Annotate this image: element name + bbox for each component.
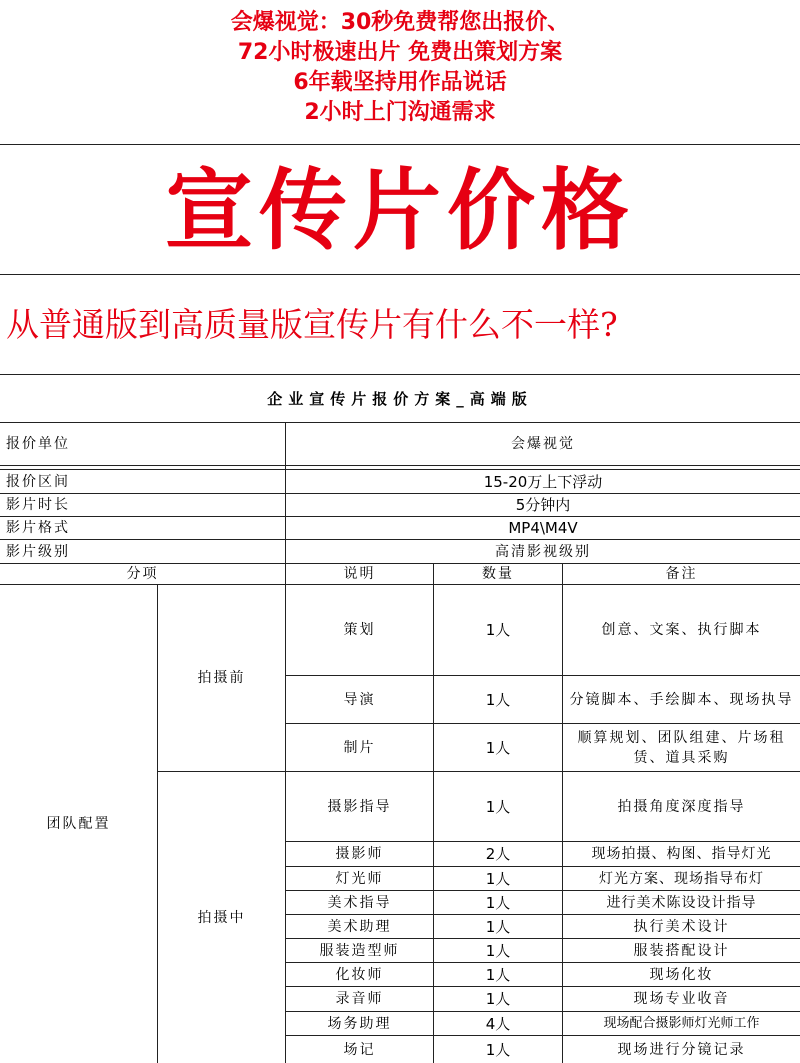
headline: 宣传片价格 <box>0 145 800 275</box>
role-cell: 制片 <box>343 739 376 756</box>
header-category: 分项 <box>126 566 159 582</box>
qty-cell: 1人 <box>485 621 511 639</box>
qty-cell: 1人 <box>485 869 511 888</box>
note-cell: 现场拍摄、构图、指导灯光 <box>591 846 772 862</box>
quote-table <box>0 423 800 1063</box>
promo-line: 6年载坚持用作品说话 <box>293 70 507 95</box>
info-label: 报价区间 <box>6 473 70 490</box>
qty-cell: 1人 <box>485 1040 511 1059</box>
phase-pre-shoot: 拍摄前 <box>197 670 246 686</box>
qty-cell: 2人 <box>485 845 511 863</box>
group-team-config <box>0 585 157 1063</box>
group-label: 团队配置 <box>46 816 111 832</box>
phase-shooting: 拍摄中 <box>197 909 246 926</box>
role-cell: 摄影师 <box>335 846 384 862</box>
role-cell: 化妆师 <box>335 966 384 983</box>
note-cell: 执行美术设计 <box>633 918 730 935</box>
role-cell: 美术助理 <box>327 918 392 935</box>
role-cell: 场务助理 <box>327 1015 392 1032</box>
qty-cell: 1人 <box>485 893 511 912</box>
table-title: 企业宣传片报价方案_高端版 <box>0 375 800 423</box>
info-value: MP4\M4V <box>508 519 578 537</box>
role-cell: 摄影指导 <box>327 798 392 815</box>
header-notes: 备注 <box>665 566 698 582</box>
info-value: 会爆视觉 <box>511 436 575 452</box>
promo-line: 会爆视觉：30秒免费帮您出报价、 <box>230 10 570 35</box>
role-cell: 服装造型师 <box>319 942 400 959</box>
note-cell: 现场专业收音 <box>633 991 730 1007</box>
qty-cell: 1人 <box>485 941 511 960</box>
qty-cell: 1人 <box>485 738 511 757</box>
note-cell: 现场化妆 <box>649 966 714 983</box>
info-label: 影片级别 <box>6 543 70 560</box>
info-value: 15-20万上下浮动 <box>483 472 603 491</box>
info-value: 5分钟内 <box>515 496 571 514</box>
note-cell: 灯光方案、现场指导布灯 <box>599 870 764 887</box>
note-cell: 服装搭配设计 <box>633 942 730 959</box>
promo-banner <box>0 0 800 145</box>
role-cell: 灯光师 <box>335 870 384 887</box>
role-cell: 导演 <box>343 691 376 708</box>
note-cell: 分镜脚本、手绘脚本、现场执导 <box>569 691 794 708</box>
qty-cell: 1人 <box>485 690 511 709</box>
note-cell: 进行美术陈设设计指导 <box>606 894 757 911</box>
note-cell: 拍摄角度深度指导 <box>617 798 746 815</box>
info-label: 影片格式 <box>6 520 70 536</box>
role-cell: 场记 <box>343 1041 376 1058</box>
qty-cell: 1人 <box>485 990 511 1008</box>
qty-cell: 1人 <box>485 797 511 816</box>
info-label: 报价单位 <box>6 436 70 452</box>
promo-line: 72小时极速出片 免费出策划方案 <box>237 40 563 65</box>
header-quantity: 数量 <box>482 566 514 582</box>
promo-line: 2小时上门沟通需求 <box>304 100 496 125</box>
note-cell: 创意、文案、执行脚本 <box>601 622 762 638</box>
role-cell: 策划 <box>343 622 376 638</box>
info-value: 高清影视级别 <box>495 543 591 560</box>
role-cell: 美术指导 <box>327 894 392 911</box>
info-label: 影片时长 <box>6 497 70 513</box>
note-cell: 现场配合摄影师灯光师工作 <box>603 1015 760 1031</box>
role-cell: 录音师 <box>335 991 384 1007</box>
note-cell: 现场进行分镜记录 <box>617 1041 746 1058</box>
note-cell: 顺算规划、团队组建、片场租赁、道具采购 <box>577 729 786 766</box>
qty-cell: 4人 <box>485 1014 511 1033</box>
qty-cell: 1人 <box>485 965 511 984</box>
qty-cell: 1人 <box>485 917 511 936</box>
header-description: 说明 <box>343 566 376 582</box>
subheadline: 从普通版到高质量版宣传片有什么不一样? <box>0 275 800 375</box>
